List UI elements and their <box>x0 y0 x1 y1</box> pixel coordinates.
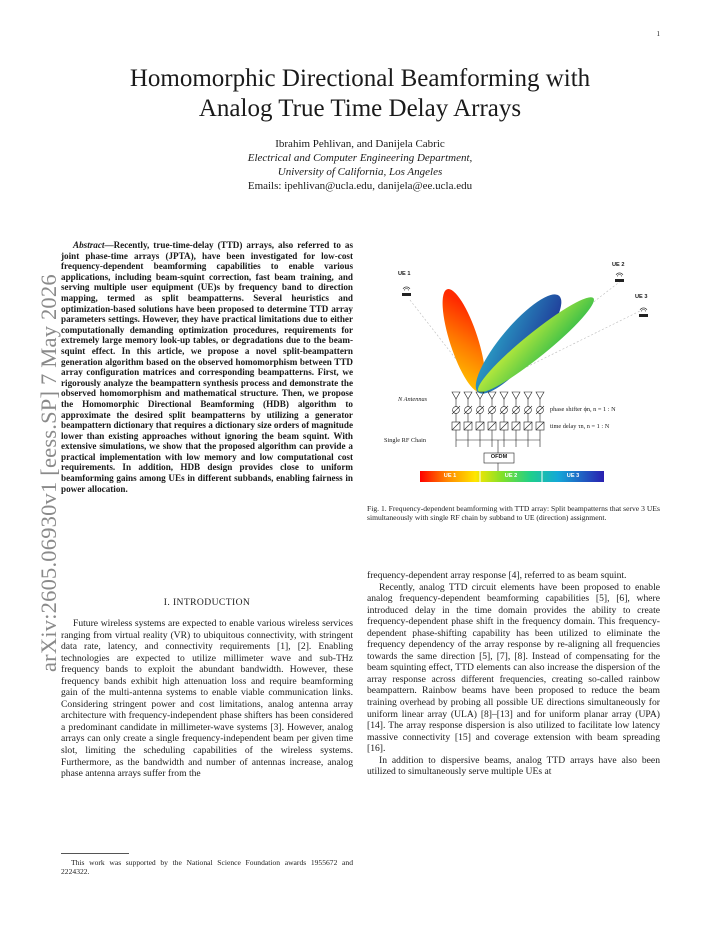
right-paragraph-1: frequency-dependent array response [4], referred to as beam squint. <box>367 570 627 581</box>
university: University of California, Los Angeles <box>277 166 443 178</box>
figure-1 <box>384 262 662 492</box>
affiliation: Electrical and Computer Engineering Department, <box>247 152 473 164</box>
arxiv-stamp: arXiv:2605.06930v1 [eess.SP] 7 May 2026 <box>36 274 61 672</box>
abstract-text: —Recently, true-time-delay (TTD) arrays, also referred to as joint phase-time arrays (JPTA), have been investigated for low-cost frequency-dependent beamforming capabilities to enable various applications, including beam-squint correction, fast beam training, and serving multiple user equipment (UE)s by frequency band to direction mapping, termed as split beampatterns. Several heuristics and optimization-based solutions have been proposed to determine TTD array parameters settings. However, they have practical limitations due to either computationally demanding optimization procedures, requirements for extremely large memory look-up tables, or degradations due to the beam-squint effect. In this article, we propose a novel split-beampattern generation algorithm based on the observed homomorphism between TTD array configuration matrices and corresponding beampatterns. First, we rigorously analyze the beampattern synthesis process and demonstrate the observed homomorphism and mathematical structure. Then, we propose the Homomorphic Directional Beamforming (HDB) algorithm to approximate the desired split beampatterns by utilizing a generator beampattern dictionary that requires a dictionary size orders of magnitude lower than existing approaches without ignoring the beam squint. With extensive simulations, we show that the proposed algorithm can provide a practical implementation with low memory and low computational cost requirements. In addition, HDB design provides close to uniform beamforming gains among UEs in different subbands, enabling fairness in power allocation. <box>61 240 353 494</box>
right-paragraph-3: In addition to dispersive beams, analog TTD arrays have also been utilized to simultaneously serve multiple UEs at <box>367 754 660 778</box>
band-label-ue2: UE 2 <box>504 473 518 479</box>
page-number: 1 <box>656 30 660 38</box>
abstract-lead: Abstract <box>73 240 105 250</box>
ue1-label: UE 1 <box>398 271 411 277</box>
band-label-ue3: UE 3 <box>566 473 580 479</box>
author-block <box>60 137 660 193</box>
ue3-label: UE 3 <box>635 294 648 300</box>
figure-caption: Fig. 1. Frequency-dependent beamforming with TTD array: Split beampatterns that serve 3 UEs simultaneously with single RF chain by subband to UE (direction) assignment. <box>367 504 660 522</box>
ue2-label: UE 2 <box>612 262 625 268</box>
section-title: I. INTRODUCTION <box>163 597 251 608</box>
authors: Ibrahim Pehlivan, and Danijela Cabric <box>275 138 445 150</box>
paper-title <box>60 64 660 124</box>
right-column-text <box>367 570 660 778</box>
intro-paragraph: Future wireless systems are expected to enable various wireless services ranging from virtual reality (VR) to ubiquitous connectivity, with stringent data rate, latency, and connectivity requirements [1], [2]. Enabling technologies are expected to utilize millimeter wave and sub-THz frequency bands to exploit the abundant bandwidth. However, these frequency bands exhibit high attenuation loss and require beamforming gain of the multi-antenna systems to enable viable communication links. Considering stringent power and cost limitations, analog antenna array architecture with frequency-independent phase shifters has been considered a predominant candidate in millimeter-wave systems [3]. However, analog arrays can only create a single frequency-independent beam per given time slot, limiting the scheduling capabilities of the wireless systems. Furthermore, as the bandwidth and number of antennas increase, analog phase antenna arrays suffer from the <box>61 618 353 780</box>
antennas-label: N Antennas <box>398 396 428 403</box>
beamforming-diagram <box>392 262 662 492</box>
abstract <box>61 240 353 494</box>
title-line-2: Analog True Time Delay Arrays <box>198 95 522 122</box>
antenna-icon-ue1 <box>402 287 411 296</box>
antenna-icon-ue3 <box>639 308 648 317</box>
footnote-rule <box>61 853 129 854</box>
emails: Emails: ipehlivan@ucla.edu, danijela@ee.ucla.edu <box>247 180 473 192</box>
band-label-ue1: UE 1 <box>443 473 457 479</box>
intro-text <box>61 618 353 780</box>
right-paragraph-2: Recently, analog TTD circuit elements have been proposed to enable analog frequency-dependent beamforming capabilities [5], [6], where introduced delay in the time domain provides the ability to create frequency-dependent phase shift in the frequency domain. This frequency-dependent phase-shifting capability has been utilized to eliminate the frequency dependency of the array response by re-aligning all frequencies towards the same direction [5], [7], [8]. Instead of compensating for the beam squinting effect, TTD elements can also increase the dispersion of the array response across different frequencies, creating so-called rainbow beampattern. Rainbow beams have been proposed to reduce the beam training overhead by probing all possible UE directions simultaneously for uniform linear array (ULA) [8]–[13] and for uniform planar array (UPA) [14]. The array response dispersion is also utilized to facilitate low latency massive connectivity [15] and coverage extension with beam spreading [16]. <box>367 581 660 755</box>
footnote: This work was supported by the National Science Foundation awards 1955672 and 2224322. <box>61 858 353 876</box>
antenna-icon-ue2 <box>615 273 624 282</box>
ofdm-label: OFDM <box>490 454 508 460</box>
time-delay-label: time delay τn, n = 1 : N <box>550 423 610 430</box>
title-line-1: Homomorphic Directional Beamforming with <box>129 65 591 92</box>
phase-shifter-label: phase shifter ϕn, n = 1 : N <box>550 406 616 413</box>
rf-chain-label: Single RF Chain <box>384 437 426 444</box>
